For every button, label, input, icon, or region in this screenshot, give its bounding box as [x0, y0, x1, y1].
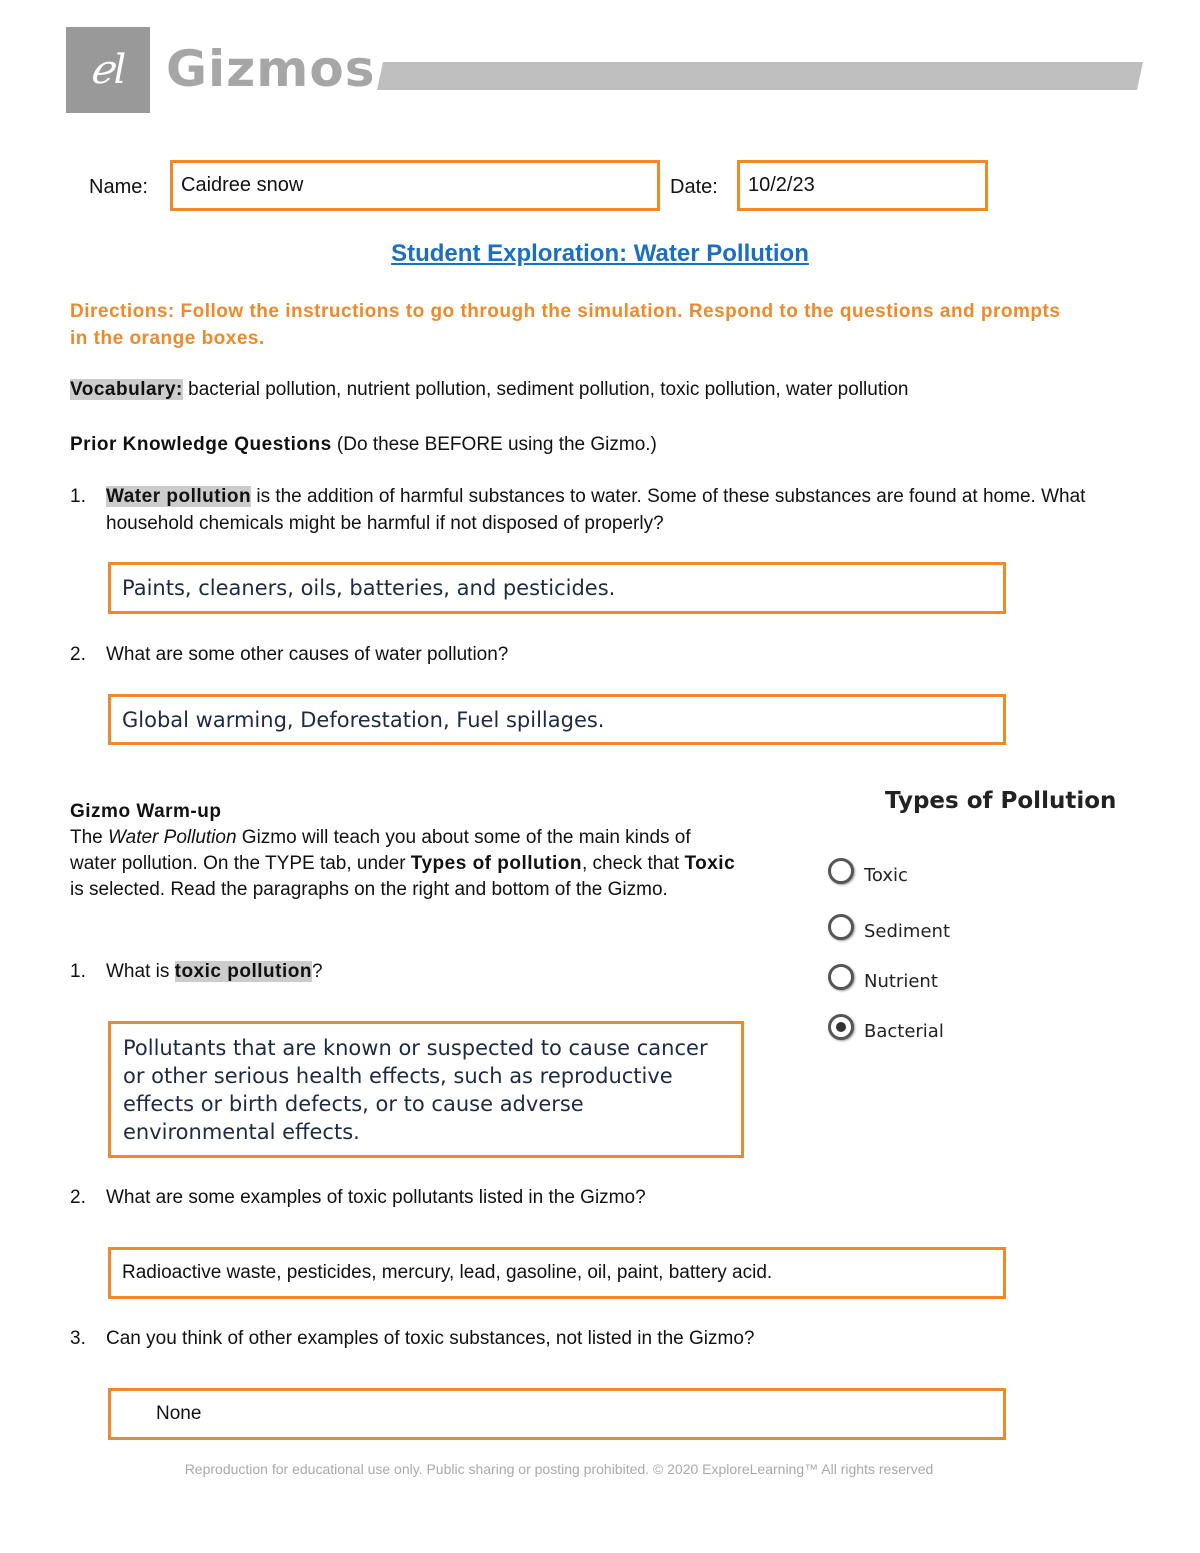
- warmup-answer-1[interactable]: Pollutants that are known or suspected to cause cancer or other serious health effects, such as reproductive effects or birth defects, or to cause adverse environmental effects.: [108, 1021, 744, 1158]
- explorelearning-logo-icon: ℯl: [89, 47, 127, 93]
- header-decorative-bar: [377, 62, 1143, 90]
- prior-q1-number: 1.: [70, 486, 86, 507]
- warmup-gizmo-name: Water Pollution: [108, 827, 237, 848]
- warmup-toxic: Toxic: [684, 853, 736, 874]
- radio-label-toxic: Toxic: [864, 865, 908, 886]
- warmup-q1-pre: What is: [106, 961, 175, 982]
- warmup-p1: The: [70, 827, 109, 848]
- vocabulary-line: [70, 376, 1130, 403]
- footer-copyright: Reproduction for educational use only. Public sharing or posting prohibited. © 2020 ExploreLearning™ All rights reserved: [184, 1461, 934, 1477]
- prior-answer-2[interactable]: Global warming, Deforestation, Fuel spillages.: [108, 694, 1006, 745]
- warmup-p4: is selected. Read the paragraphs on the right and bottom of the Gizmo.: [70, 879, 668, 900]
- warmup-q2-text: What are some examples of toxic pollutants listed in the Gizmo?: [106, 1187, 646, 1208]
- radio-sediment[interactable]: [828, 914, 854, 940]
- prior-q1-text: [106, 483, 1096, 537]
- warmup-types: Types of pollution: [410, 853, 582, 874]
- prior-q1-body: is the addition of harmful substances to water. Some of these substances are found at home. What household chemicals might be harmful if not disposed of properly?: [106, 486, 1086, 534]
- vocabulary-terms: bacterial pollution, nutrient pollution, sediment pollution, toxic pollution, water pollution: [182, 379, 909, 400]
- warmup-q1-number: 1.: [70, 961, 86, 982]
- warmup-paragraph: [70, 825, 740, 903]
- warmup-q3-number: 3.: [70, 1328, 86, 1349]
- radio-label-bacterial: Bacterial: [864, 1021, 944, 1042]
- warmup-p2: Gizmo will teach you about some of the main kinds of water pollution. On the TYPE tab, under: [70, 827, 691, 874]
- warmup-q1-term: toxic pollution: [174, 961, 312, 982]
- types-of-pollution-title: Types of Pollution: [885, 788, 1117, 814]
- date-label: Date:: [670, 176, 718, 198]
- prior-answer-1[interactable]: Paints, cleaners, oils, batteries, and pesticides.: [108, 562, 1006, 614]
- radio-label-nutrient: Nutrient: [864, 971, 938, 992]
- radio-label-sediment: Sediment: [864, 921, 951, 942]
- prior-heading-text: Prior Knowledge Questions: [70, 434, 332, 455]
- prior-q1-term: Water pollution: [106, 486, 252, 507]
- name-field[interactable]: Caidree snow: [170, 160, 660, 211]
- page-title: Student Exploration: Water Pollution: [391, 240, 809, 267]
- prior-q2-text: What are some other causes of water pollution?: [106, 644, 509, 665]
- prior-heading-note: (Do these BEFORE using the Gizmo.): [331, 434, 657, 455]
- brand-name: Gizmos: [166, 40, 376, 98]
- radio-toxic[interactable]: [828, 858, 854, 884]
- radio-bacterial[interactable]: [828, 1014, 854, 1040]
- warmup-q3-text: Can you think of other examples of toxic substances, not listed in the Gizmo?: [106, 1328, 755, 1349]
- directions-text: Directions: Follow the instructions to go through the simulation. Respond to the questions and prompts in the orange boxes.: [70, 301, 1061, 349]
- warmup-answer-3[interactable]: None: [108, 1388, 1006, 1440]
- warmup-q1-text: [106, 958, 726, 985]
- prior-q2-number: 2.: [70, 644, 86, 665]
- prior-knowledge-heading: [70, 431, 1130, 458]
- warmup-q2-number: 2.: [70, 1187, 86, 1208]
- warmup-p3: , check that: [581, 853, 685, 874]
- name-label: Name:: [89, 176, 148, 198]
- date-field[interactable]: 10/2/23: [737, 160, 988, 211]
- warmup-q1-post: ?: [311, 961, 323, 982]
- warmup-heading: Gizmo Warm-up: [70, 801, 222, 822]
- warmup-answer-2[interactable]: Radioactive waste, pesticides, mercury, lead, gasoline, oil, paint, battery acid.: [108, 1247, 1006, 1299]
- radio-nutrient[interactable]: [828, 964, 854, 990]
- vocabulary-label: Vocabulary:: [70, 379, 183, 400]
